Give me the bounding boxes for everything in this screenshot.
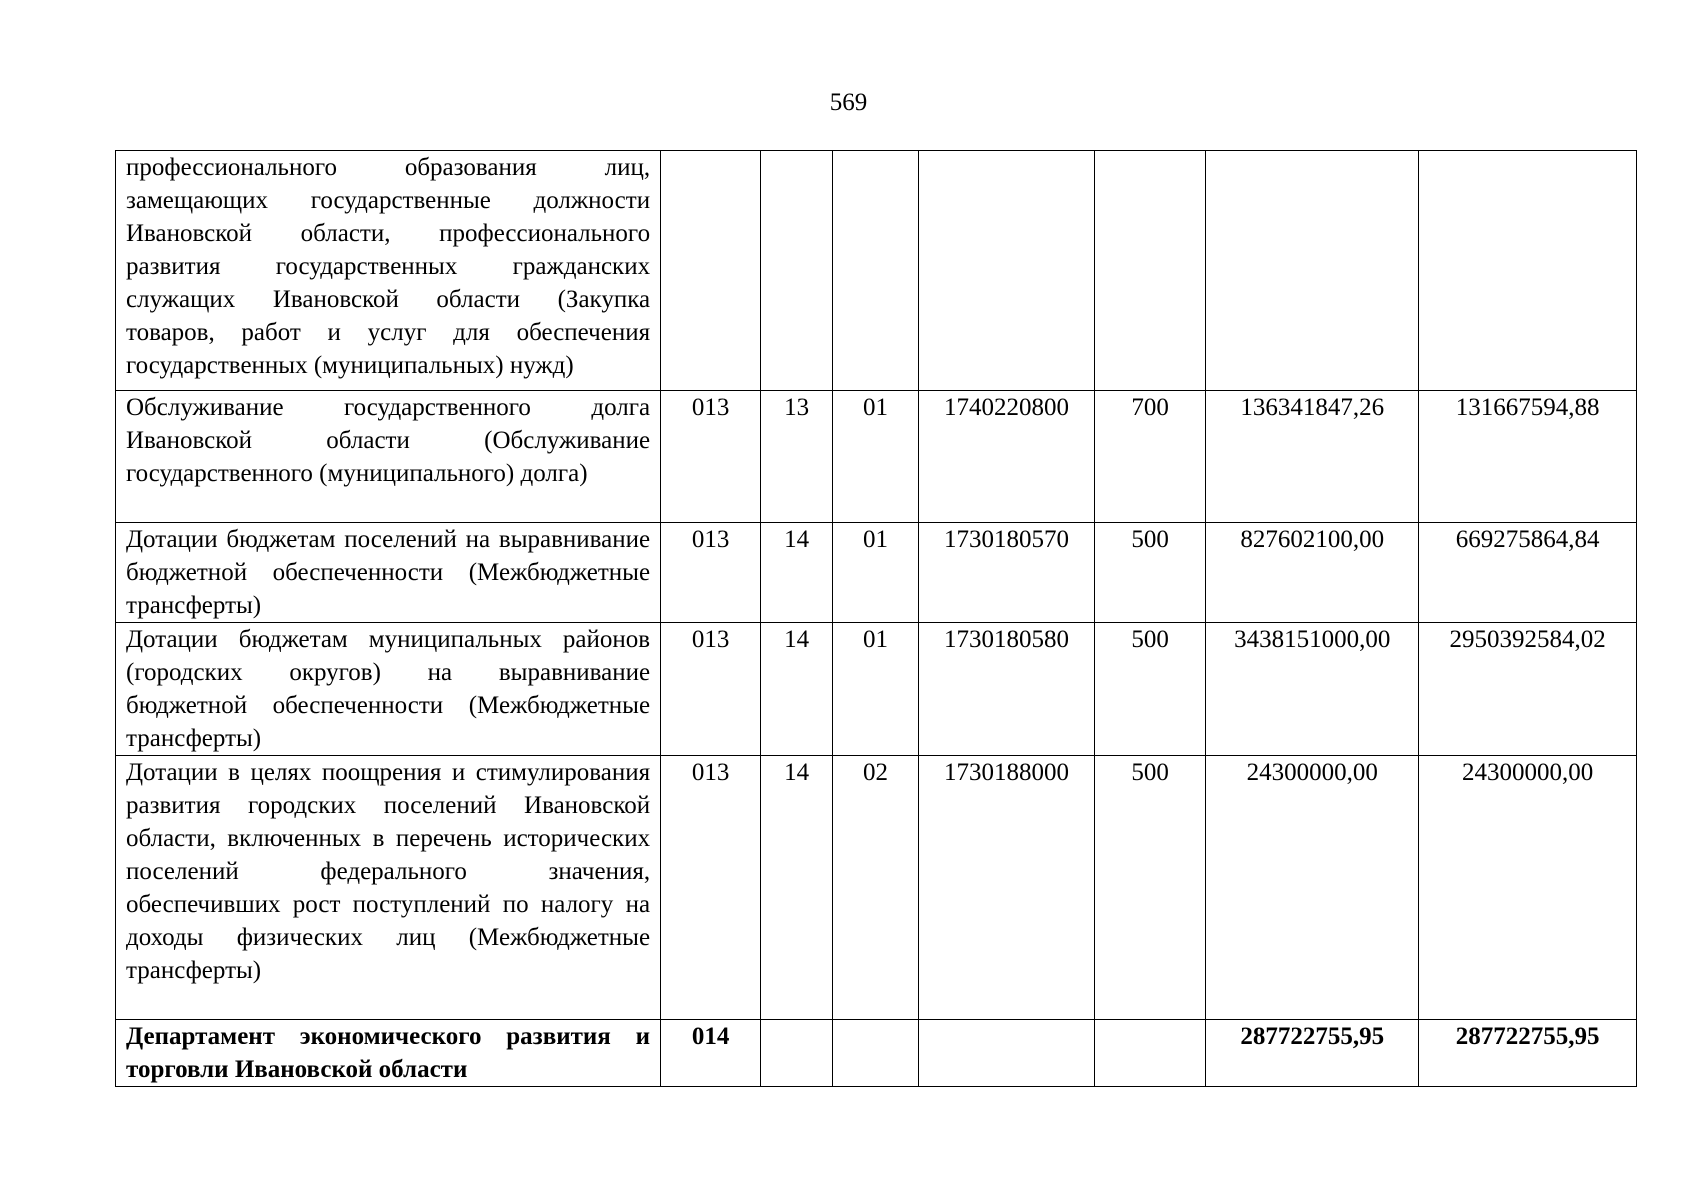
amount-plan: 287722755,95 [1206, 1020, 1419, 1087]
target-article-code: 1740220800 [918, 391, 1094, 523]
page-number: 569 [829, 89, 868, 116]
ministry-code: 013 [661, 623, 761, 756]
table-row [116, 623, 1637, 756]
ministry-code: 013 [661, 523, 761, 623]
ministry-code: 013 [661, 756, 761, 1020]
subsection-code: 02 [832, 756, 918, 1020]
subsection-code: 01 [832, 623, 918, 756]
amount-actual [1419, 151, 1637, 391]
amount-actual: 287722755,95 [1419, 1020, 1637, 1087]
amount-actual: 2950392584,02 [1419, 623, 1637, 756]
table-row [116, 391, 1637, 523]
subsection-code [832, 1020, 918, 1087]
amount-plan: 136341847,26 [1206, 391, 1419, 523]
section-code: 14 [761, 623, 833, 756]
budget-table [115, 150, 1637, 1087]
amount-actual: 669275864,84 [1419, 523, 1637, 623]
amount-plan: 3438151000,00 [1206, 623, 1419, 756]
table-row [116, 756, 1637, 1020]
expense-type-code: 500 [1095, 523, 1206, 623]
section-code: 14 [761, 756, 833, 1020]
expense-type-code [1095, 1020, 1206, 1087]
expense-type-code: 500 [1095, 623, 1206, 756]
row-description: Дотации в целях поощрения и стимулирования развития городских поселений Ивановской области, включенных в перечень исторических поселений федерального значения, обеспечивших рост поступлений по налогу на доходы физических лиц (Межбюджетные трансферты) [116, 756, 661, 1020]
row-description: профессионального образования лиц, замещающих государственные должности Ивановской области, профессионального развития государственных гражданских служащих Ивановской области (Закупка товаров, работ и услуг для обеспечения государственных (муниципальных) нужд) [116, 151, 661, 391]
ministry-code: 014 [661, 1020, 761, 1087]
target-article-code: 1730180580 [918, 623, 1094, 756]
table-row [116, 523, 1637, 623]
target-article-code [918, 1020, 1094, 1087]
amount-plan [1206, 151, 1419, 391]
target-article-code: 1730188000 [918, 756, 1094, 1020]
section-code [761, 151, 833, 391]
expense-type-code: 500 [1095, 756, 1206, 1020]
table-row [116, 151, 1637, 391]
expense-type-code [1095, 151, 1206, 391]
expense-type-code: 700 [1095, 391, 1206, 523]
amount-actual: 131667594,88 [1419, 391, 1637, 523]
amount-actual: 24300000,00 [1419, 756, 1637, 1020]
subsection-code: 01 [832, 523, 918, 623]
row-description: Обслуживание государственного долга Ивановской области (Обслуживание государственного (муниципального) долга) [116, 391, 661, 523]
amount-plan: 24300000,00 [1206, 756, 1419, 1020]
target-article-code: 1730180570 [918, 523, 1094, 623]
section-code: 14 [761, 523, 833, 623]
row-description: Дотации бюджетам поселений на выравнивание бюджетной обеспеченности (Межбюджетные трансферты) [116, 523, 661, 623]
ministry-code [661, 151, 761, 391]
section-code: 13 [761, 391, 833, 523]
row-description: Департамент экономического развития и торговли Ивановской области [116, 1020, 661, 1087]
ministry-code: 013 [661, 391, 761, 523]
table-row-department-total [116, 1020, 1637, 1087]
section-code [761, 1020, 833, 1087]
subsection-code: 01 [832, 391, 918, 523]
row-description: Дотации бюджетам муниципальных районов (городских округов) на выравнивание бюджетной обеспеченности (Межбюджетные трансферты) [116, 623, 661, 756]
subsection-code [832, 151, 918, 391]
target-article-code [918, 151, 1094, 391]
amount-plan: 827602100,00 [1206, 523, 1419, 623]
